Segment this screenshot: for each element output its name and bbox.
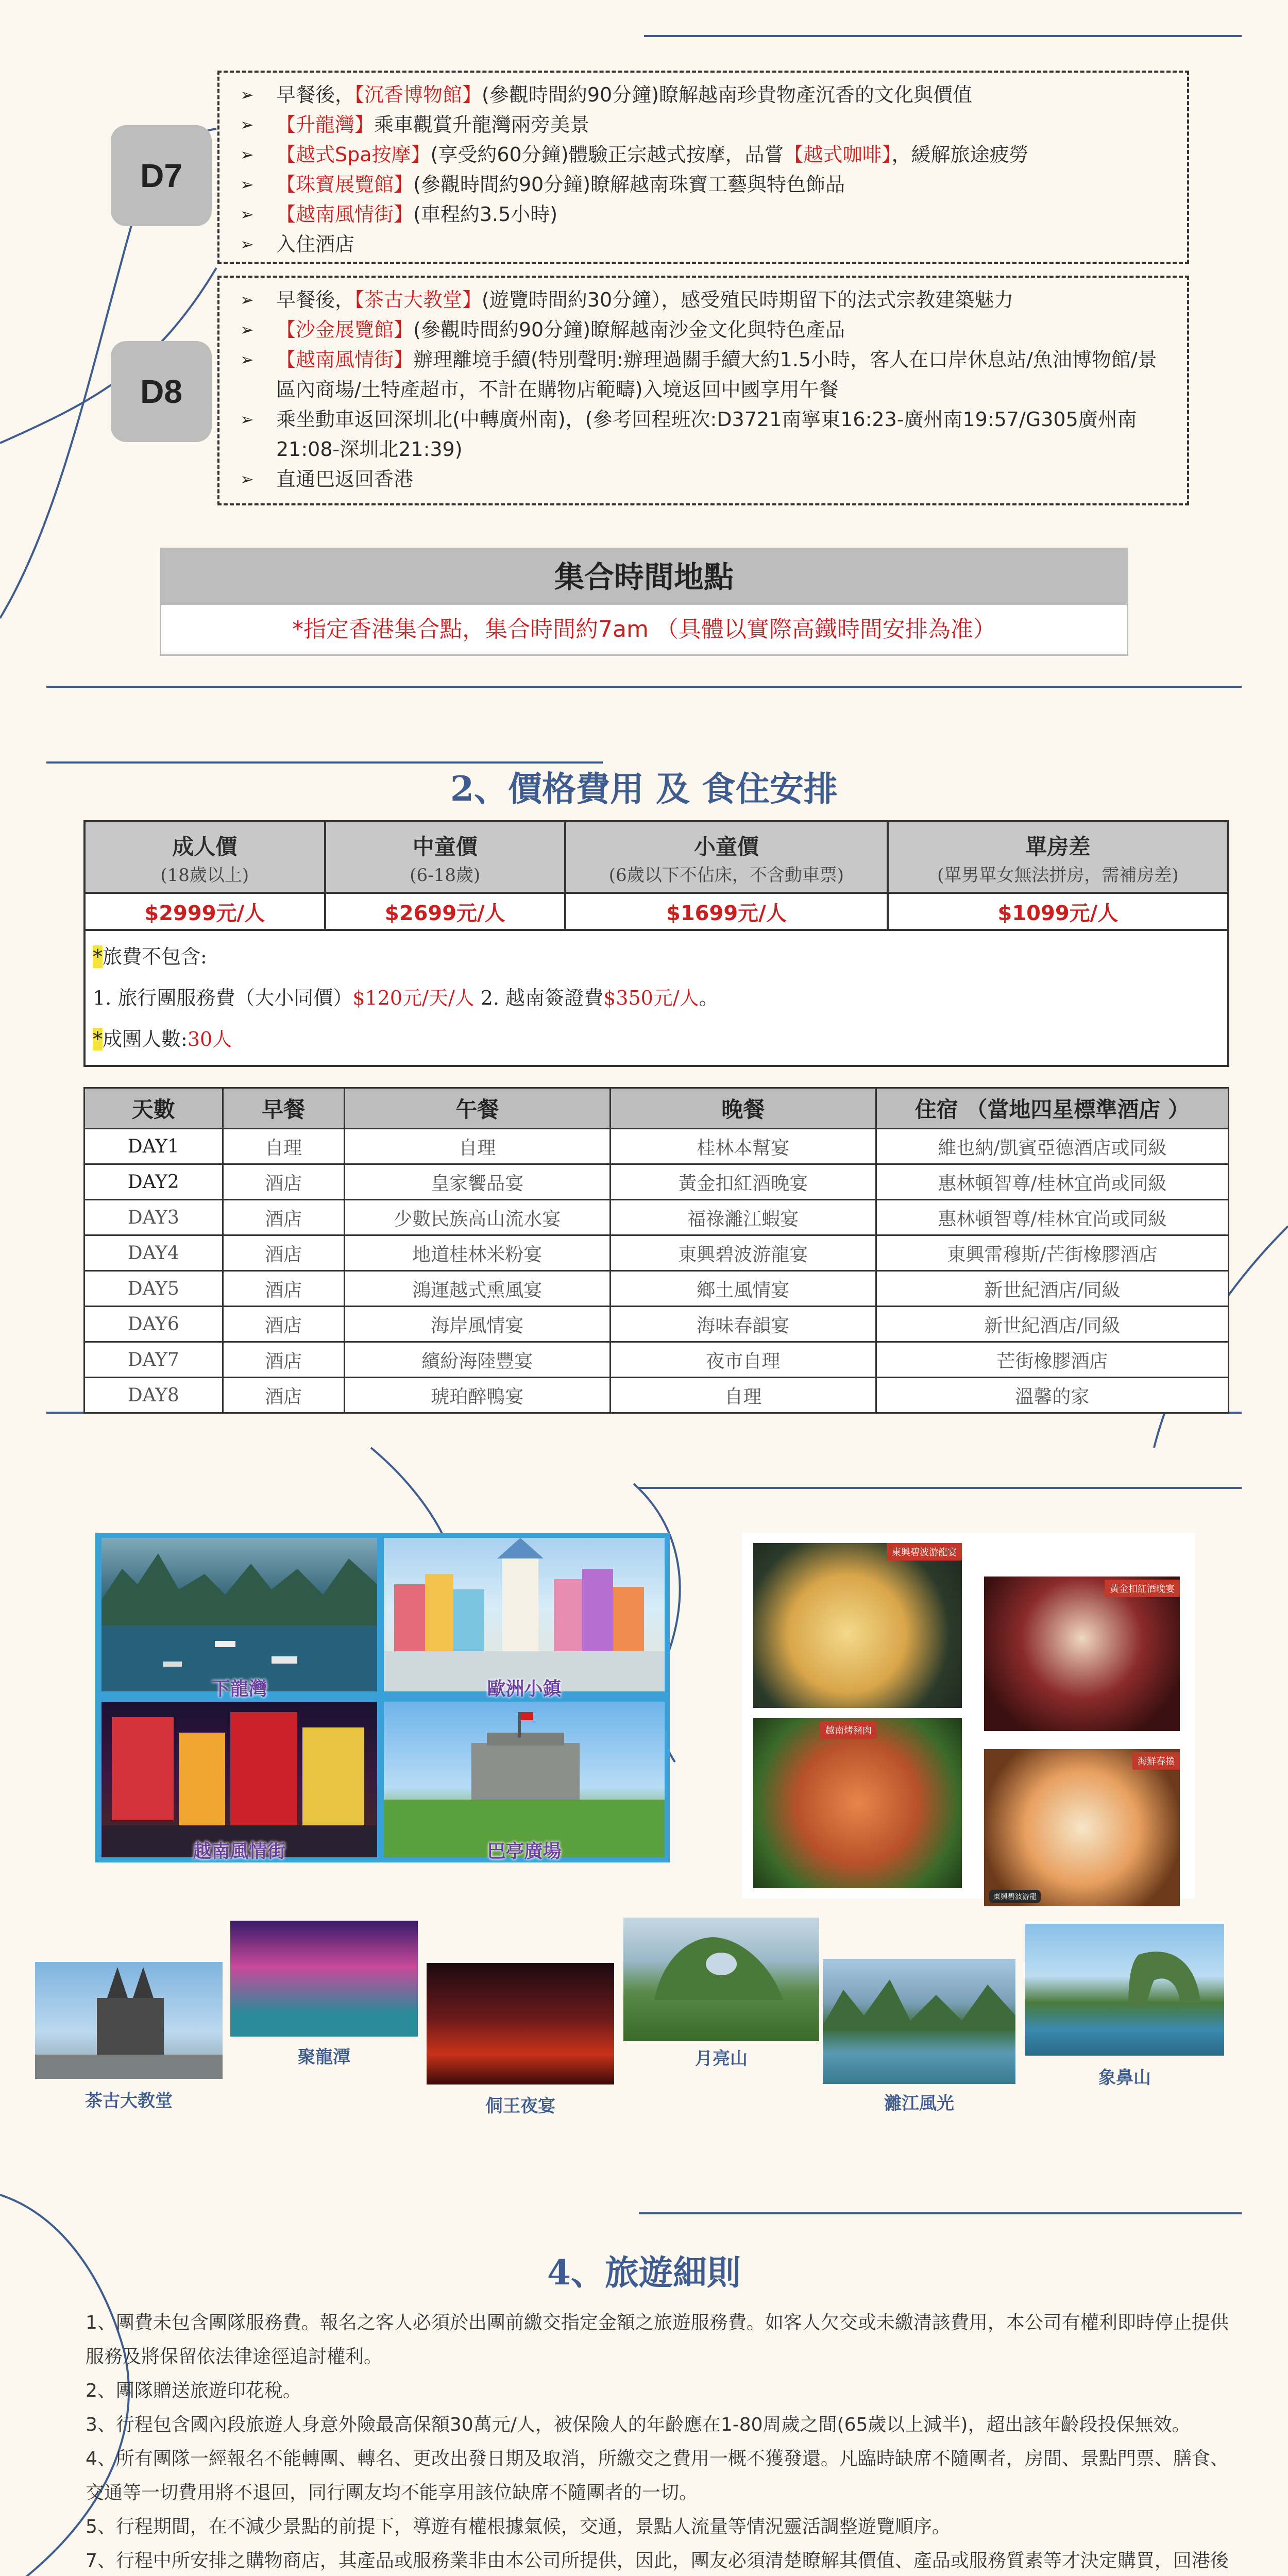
photo-caption: 侗王夜宴 [485,2096,555,2116]
itinerary-line: ➢ 【珠寶展覽館】(參觀時間約90分鐘)瞭解越南珠寶工藝與特色飾品 [240,173,845,196]
price-header: 成人價 (18歲以上) [84,821,325,893]
photo-caption: 灕江風光 [884,2093,954,2114]
photo-jupiter-pool [230,1921,418,2037]
divider [46,686,1242,688]
photo-halong-bay [101,1538,377,1691]
itinerary-line: ➢ 乘坐動車返回深圳北(中轉廣州南)，(參考回程班次:D3721南寧東16:23-廣州南19:57/G305廣州南21:08-深圳北21:39) [240,408,1137,461]
food-photo-pork: 越南烤豬肉 [753,1718,962,1888]
photo-moon-hill [623,1918,819,2041]
photo-elephant-trunk-hill [1025,1924,1224,2056]
day-badge-d8: D8 [111,341,212,442]
itinerary-line: ➢ 直通巴返回香港 [240,468,414,490]
photo-caption: 象鼻山 [1098,2067,1151,2088]
gather-body: *指定香港集合點，集合時間約7am （具體以實際高鐵時間安排為准） [161,605,1127,654]
gather-box [160,548,1128,656]
itinerary-line: ➢ 【越式Spa按摩】(享受約60分鐘)體驗正宗越式按摩，品嘗【越式咖啡】，緩解旅途疲勞 [240,143,1029,166]
price-notes: *旅費不包含: 1. 旅行團服務費（大小同價）$120元/天/人 2. 越南簽證費$350元/人。 *成團人數:30人 [84,930,1228,1066]
meals-header: 早餐 [223,1088,344,1129]
photo-ba-dinh-square [384,1702,665,1857]
photo-caption: 茶古大教堂 [85,2091,173,2111]
collage-caption: 歐洲小鎮 [487,1679,562,1700]
price-value: $1099元/人 [888,893,1228,930]
price-header: 小童價 (6歲以下不佔床，不含動車票) [565,821,888,893]
table-row: DAY5 酒店 鴻運越式熏風宴 鄉土風情宴 新世紀酒店/同級 [84,1271,1229,1307]
table-row: DAY4 酒店 地道桂林米粉宴 東興碧波游龍宴 東興雷穆斯/芒街橡膠酒店 [84,1235,1229,1271]
table-row: DAY8 酒店 琥珀醉鴨宴 自理 溫馨的家 [84,1378,1229,1413]
section-title-terms: 4、旅遊細則 [547,2252,741,2293]
price-header: 單房差 (單男單女無法拼房，需補房差) [888,821,1228,893]
photo-tra-co-church [35,1962,223,2079]
table-row: DAY2 酒店 皇家饗品宴 黃金扣紅酒晚宴 惠林頓智尊/桂林宜尚或同級 [84,1164,1229,1200]
terms-item: 7、行程中所安排之購物商店，其產品或服務業非由本公司所提供，因此，團友必須清楚瞭解其價值、產品或服務質素等才決定購買，回港後 [86,2550,1229,2571]
photo-li-river [823,1959,1015,2084]
section-title-price: 2、價格費用 及 食住安排 [450,769,838,809]
collage-caption: 越南風情街 [193,1841,286,1862]
table-row: DAY3 酒店 少數民族高山流水宴 福祿灕江蝦宴 惠林頓智尊/桂林宜尚或同級 [84,1200,1229,1235]
meals-header: 天數 [84,1088,223,1129]
day-box-d7 [217,71,1189,264]
photo-europe-town [384,1538,665,1691]
photo-caption: 月亮山 [695,2048,748,2069]
gather-title: 集合時間地點 [161,549,1127,605]
itinerary-line: ➢ 早餐後，【沉香博物館】(參觀時間約90分鐘)瞭解越南珍貴物產沉香的文化與價值 [240,83,973,106]
itinerary-line: ➢ 【升龍灣】乘車觀賞升龍灣兩旁美景 [240,113,590,136]
food-photo-spring-roll: 海鮮春捲 東興碧波游龍 [984,1749,1180,1906]
meals-table [83,1087,1229,1414]
itinerary-line: ➢ 早餐後，【茶古大教堂】(遊覽時間約30分鐘），感受殖民時期留下的法式宗教建築魅力 [240,289,1014,311]
price-value: $2999元/人 [84,893,325,930]
photo-caption: 聚龍潭 [298,2047,350,2067]
terms-list [86,2306,1240,2576]
divider [639,1487,1242,1489]
meals-header: 住宿 （當地四星標準酒店 ） [876,1088,1228,1129]
table-row: DAY1 自理 自理 桂林本幫宴 維也納/凱賓亞德酒店或同級 [84,1129,1229,1164]
collage-caption: 巴亭廣場 [487,1841,562,1862]
terms-item: 1、團費未包含團隊服務費。報名之客人必須於出團前繳交指定金額之旅遊服務費。如客人欠交或未繳清該費用，本公司有權利即時停止提供服務及將保留依法律途徑追討權利。 [86,2312,1229,2367]
terms-item: 2、團隊贈送旅遊印花稅。 [86,2380,301,2401]
price-header: 中童價 (6-18歲) [325,821,566,893]
day-badge-d7: D7 [111,125,212,226]
table-row: DAY7 酒店 繽紛海陸豐宴 夜市自理 芒街橡膠酒店 [84,1342,1229,1378]
terms-item: 4、所有團隊一經報名不能轉團、轉名、更改出發日期及取消，所繳交之費用一概不獲發還。凡臨時缺席不隨團者，房間、景點門票、膳食、交通等一切費用將不退回，同行團友均不能享用該位缺席不隨團者的一切。 [86,2448,1229,2503]
food-photo-wine: 黃金扣紅酒晚宴 [984,1577,1180,1731]
photo-dong-king-feast [427,1963,614,2084]
meals-header: 午餐 [344,1088,610,1129]
itinerary-line: ➢ 【越南風情街】(車程約3.5小時) [240,203,558,226]
food-photo-fish: 東興碧波游龍宴 [753,1543,962,1708]
price-value: $2699元/人 [325,893,566,930]
itinerary-line: ➢ 入住酒店 [240,233,355,256]
divider [639,2212,1242,2214]
itinerary-line: ➢ 【沙金展覽館】(參觀時間約90分鐘)瞭解越南沙金文化與特色產品 [240,318,845,341]
price-value: $1699元/人 [565,893,888,930]
itinerary-line: ➢ 【越南風情街】辦理離境手續(特別聲明:辦理過關手續大約1.5小時，客人在口岸休息站/魚油博物館/景區內商場/土特產超市，不計在購物店範疇)入境返回中國享用午餐 [240,348,1157,401]
day-box-d8 [217,276,1189,505]
table-row: DAY6 酒店 海岸風情宴 海味春韻宴 新世紀酒店/同級 [84,1307,1229,1342]
terms-item: 5、行程期間，在不減少景點的前提下，導遊有權根據氣候，交通，景點人流量等情況靈活調整遊覽順序。 [86,2516,951,2537]
photo-vietnam-street [101,1702,377,1857]
price-table [83,820,1229,1067]
meals-header: 晚餐 [610,1088,876,1129]
collage-caption: 下龍灣 [211,1679,267,1700]
terms-item: 3、行程包含國內段旅遊人身意外險最高保額30萬元/人，被保險人的年齡應在1-80周歲之間(65歲以上減半)，超出該年齡段投保無效。 [86,2414,1191,2435]
divider [644,35,1242,37]
